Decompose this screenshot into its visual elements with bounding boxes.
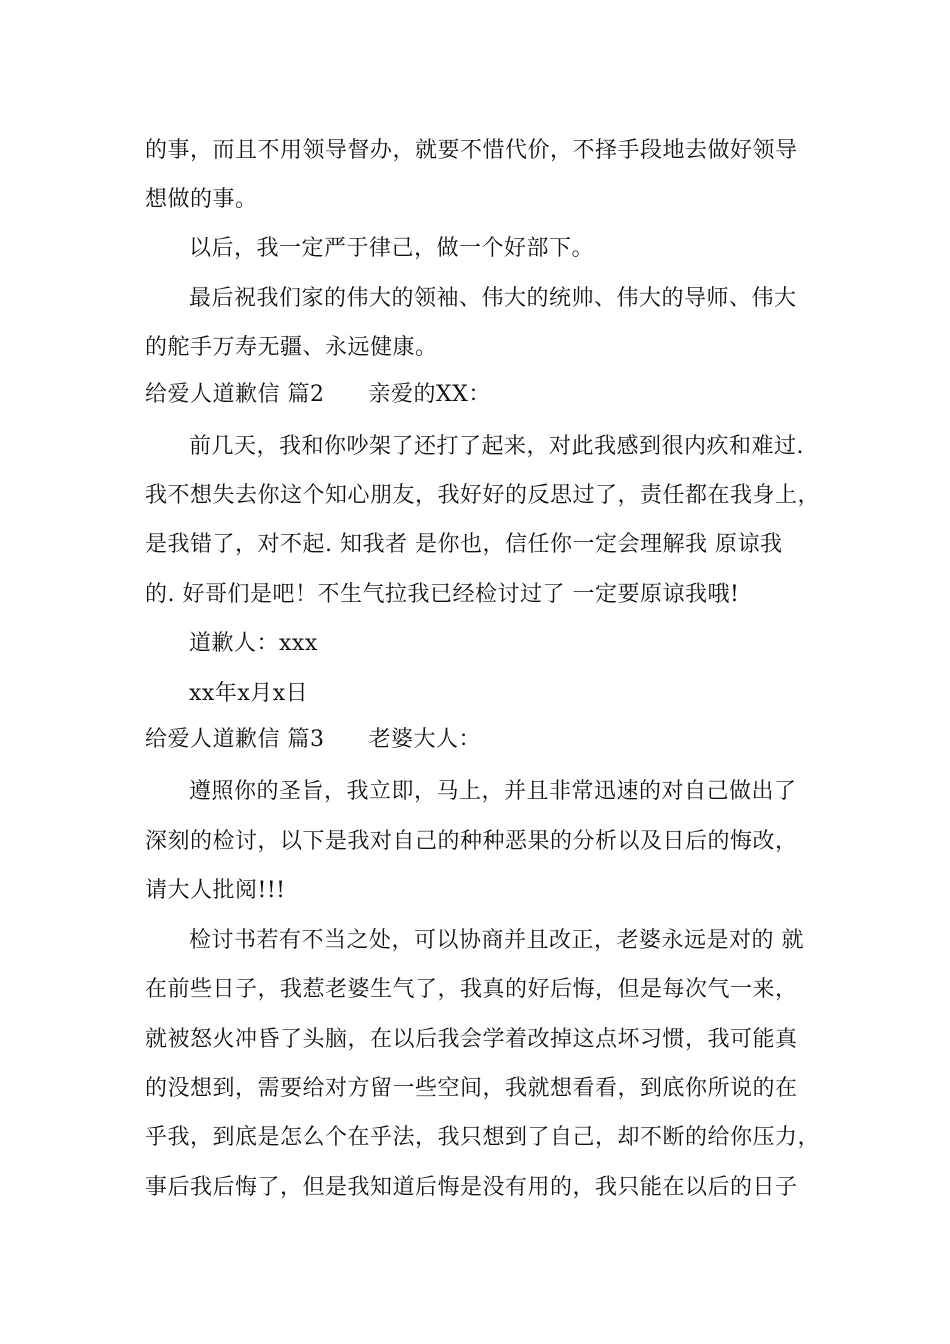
paragraph-line: 的事，而且不用领导督办，就要不惜代价，不择手段地去做好领导 xyxy=(145,138,798,163)
paragraph-line: 乎我，到底是怎么个在乎法，我只想到了自己，却不断的给你压力， xyxy=(145,1125,821,1150)
date-line: xx年x月x日 xyxy=(189,681,309,706)
paragraph-line: 深刻的检讨，以下是我对自己的种种恶果的分析以及日后的悔改， xyxy=(145,829,798,854)
paragraph-line: 就被怒火冲昏了头脑，在以后我会学着改掉这点坏习惯，我可能真 xyxy=(145,1027,798,1052)
salutation: 老婆大人： xyxy=(368,727,482,752)
paragraph-line: 最后祝我们家的伟大的领袖、伟大的统帅、伟大的导师、伟大 xyxy=(189,286,797,311)
paragraph-line: 请大人批阅!!! xyxy=(145,878,286,903)
paragraph-line: 遵照你的圣旨，我立即，马上，并且非常迅速的对自己做出了 xyxy=(189,779,797,804)
paragraph-line: 以后，我一定严于律己，做一个好部下。 xyxy=(189,236,595,261)
paragraph-line: 想做的事。 xyxy=(145,187,258,212)
section-heading xyxy=(145,380,491,410)
paragraph-line: 在前些日子，我惹老婆生气了，我真的好后悔，但是每次气一来， xyxy=(145,977,798,1002)
section-title: 给爱人道歉信 篇2 xyxy=(145,382,325,407)
paragraph-line: 的舵手万寿无疆、永远健康。 xyxy=(145,335,438,360)
paragraph-line: 前几天，我和你吵架了还打了起来，对此我感到很内疚和难过. xyxy=(189,434,804,459)
paragraph-line: 事后我后悔了，但是我知道后悔是没有用的，我只能在以后的日子 xyxy=(145,1175,798,1200)
paragraph-line: 是我错了，对不起. 知我者 是你也，信任你一定会理解我 原谅我 xyxy=(145,532,783,557)
section-title: 给爱人道歉信 篇3 xyxy=(145,727,325,752)
paragraph-line: 我不想失去你这个知心朋友，我好好的反思过了，责任都在我身上， xyxy=(145,483,821,508)
paragraph-line: 的. 好哥们是吧！不生气拉我已经检讨过了 一定要原谅我哦! xyxy=(145,582,740,607)
paragraph-line: 检讨书若有不当之处，可以协商并且改正，老婆永远是对的 就 xyxy=(189,928,804,953)
salutation: 亲爱的XX： xyxy=(368,382,491,407)
section-heading xyxy=(145,725,481,755)
signature-line: 道歉人：xxx xyxy=(189,631,318,656)
paragraph-line: 的没想到，需要给对方留一些空间，我就想看看，到底你所说的在 xyxy=(145,1076,798,1101)
